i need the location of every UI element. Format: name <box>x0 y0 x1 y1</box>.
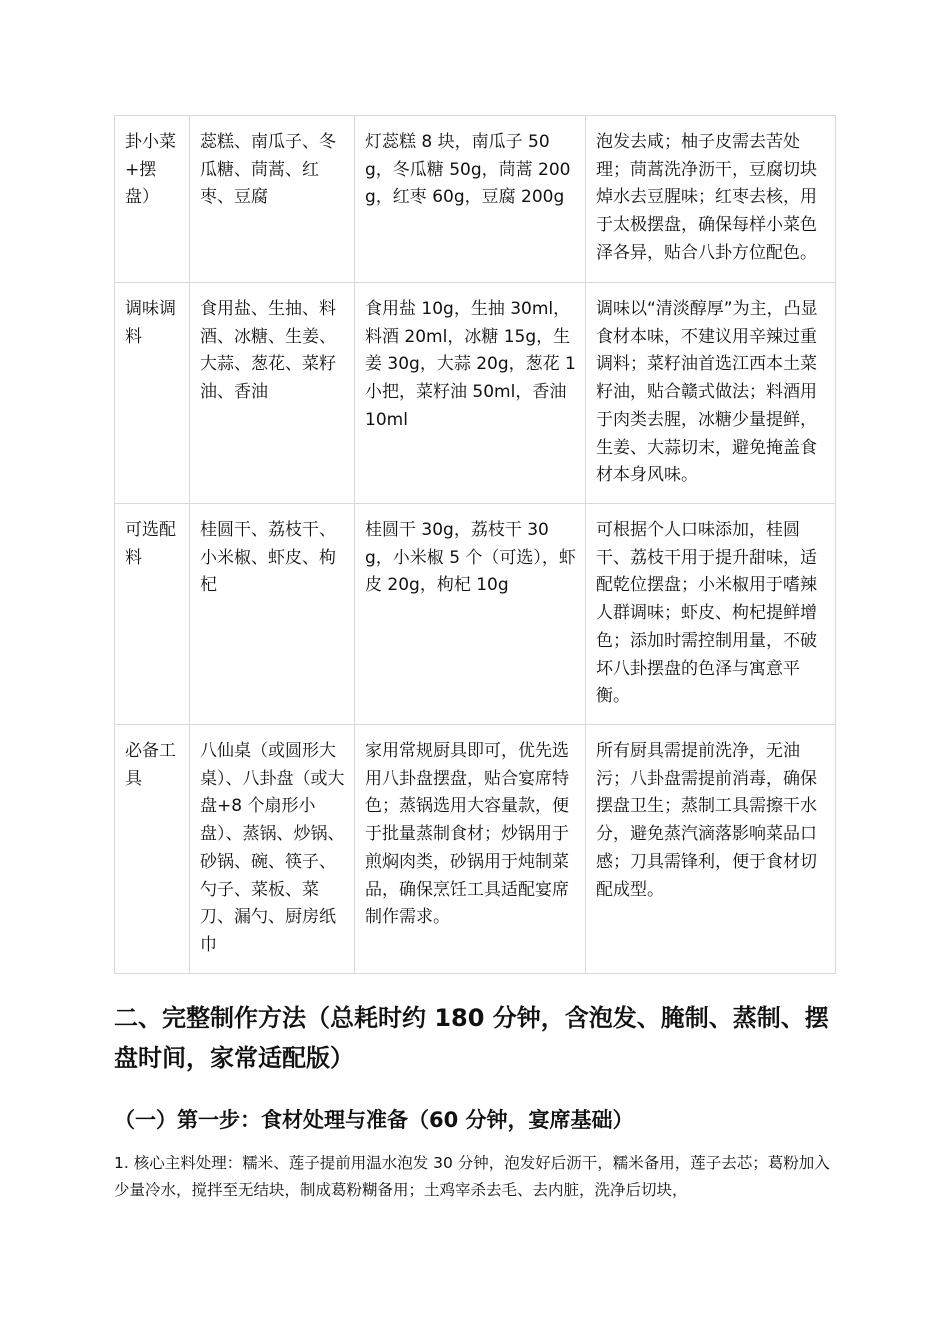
amount-cell: 灯蕊糕 8 块，南瓜子 50g，冬瓜糖 50g，茼蒿 200g，红枣 60g，豆腐 200g <box>355 116 586 283</box>
step-paragraph: 1. 核心主料处理：糯米、莲子提前用温水泡发 30 分钟，泡发好后沥干，糯米备用，莲子去芯；葛粉加入少量冷水，搅拌至无结块，制成葛粉糊备用；土鸡宰杀去毛、去内脏，洗净后切块， <box>114 1154 830 1199</box>
amount-cell: 桂圆干 30g，荔枝干 30g，小米椒 5 个（可选），虾皮 20g，枸杞 10g <box>355 504 586 725</box>
table-row <box>115 504 836 725</box>
step-heading: （一）第一步：食材处理与准备（60 分钟，宴席基础） <box>114 1108 634 1132</box>
category-cell: 调味调料 <box>115 283 190 504</box>
category-cell: 必备工具 <box>115 725 190 974</box>
note-cell: 泡发去咸；柚子皮需去苦处理；茼蒿洗净沥干，豆腐切块焯水去豆腥味；红枣去核，用于太极摆盘，确保每样小菜色泽各异，贴合八卦方位配色。 <box>586 116 836 283</box>
items-cell: 八仙桌（或圆形大桌）、八卦盘（或大盘+8 个扇形小盘）、蒸锅、炒锅、砂锅、碗、筷子、勺子、菜板、菜刀、漏勺、厨房纸巾 <box>190 725 355 974</box>
amount-cell: 家用常规厨具即可，优先选用八卦盘摆盘，贴合宴席特色；蒸锅选用大容量款，便于批量蒸制食材；炒锅用于煎焖肉类，砂锅用于炖制菜品，确保烹饪工具适配宴席制作需求。 <box>355 725 586 974</box>
note-cell: 调味以“清淡醇厚”为主，凸显食材本味，不建议用辛辣过重调料；菜籽油首选江西本土菜籽油，贴合赣式做法；料酒用于肉类去腥，冰糖少量提鲜，生姜、大蒜切末，避免掩盖食材本身风味。 <box>586 283 836 504</box>
note-cell: 可根据个人口味添加，桂圆干、荔枝干用于提升甜味，适配乾位摆盘；小米椒用于嗜辣人群调味；虾皮、枸杞提鲜增色；添加时需控制用量，不破坏八卦摆盘的色泽与寓意平衡。 <box>586 504 836 725</box>
category-cell: 卦小菜+摆盘） <box>115 116 190 283</box>
table-row <box>115 283 836 504</box>
ingredients-table <box>114 115 836 974</box>
section-heading: 二、完整制作方法（总耗时约 180 分钟，含泡发、腌制、蒸制、摆盘时间，家常适配版） <box>114 1004 829 1072</box>
table-row <box>115 116 836 283</box>
table-row <box>115 725 836 974</box>
category-cell: 可选配料 <box>115 504 190 725</box>
items-cell: 蕊糕、南瓜子、冬瓜糖、茼蒿、红枣、豆腐 <box>190 116 355 283</box>
note-cell: 所有厨具需提前洗净，无油污；八卦盘需提前消毒，确保摆盘卫生；蒸制工具需擦干水分，避免蒸汽滴落影响菜品口感；刀具需锋利，便于食材切配成型。 <box>586 725 836 974</box>
items-cell: 桂圆干、荔枝干、小米椒、虾皮、枸杞 <box>190 504 355 725</box>
items-cell: 食用盐、生抽、料酒、冰糖、生姜、大蒜、葱花、菜籽油、香油 <box>190 283 355 504</box>
amount-cell: 食用盐 10g，生抽 30ml，料酒 20ml，冰糖 15g，生姜 30g，大蒜 20g，葱花 1 小把，菜籽油 50ml，香油 10ml <box>355 283 586 504</box>
